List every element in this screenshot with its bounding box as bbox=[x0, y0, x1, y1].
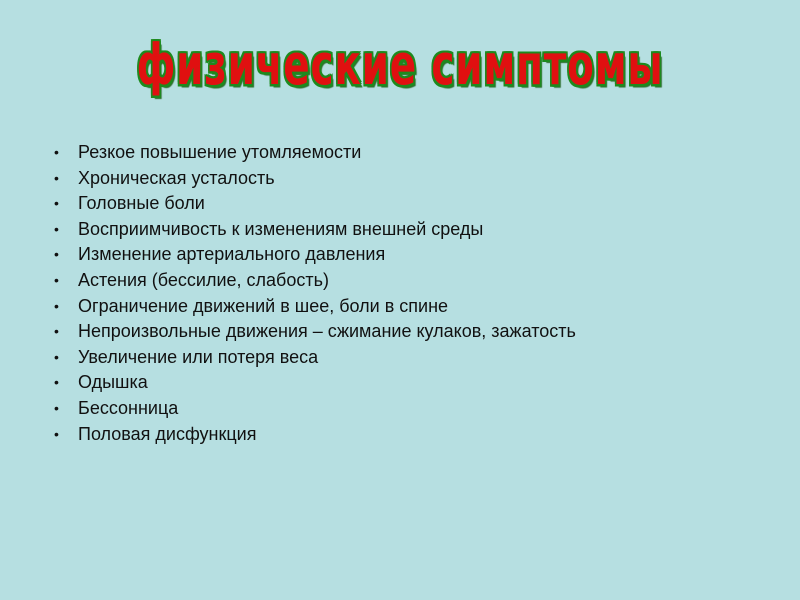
list-item-text: Головные боли bbox=[78, 193, 205, 214]
list-item bbox=[52, 319, 752, 345]
list-item bbox=[52, 396, 752, 422]
list-item-text: Половая дисфункция bbox=[78, 423, 257, 444]
bullet-icon: • bbox=[54, 169, 59, 186]
list-item bbox=[52, 140, 752, 166]
bullet-icon: • bbox=[54, 323, 59, 340]
list-item-text: Астения (бессилие, слабость) bbox=[78, 269, 329, 290]
list-item bbox=[52, 217, 752, 243]
list-item-text: Резкое повышение утомляемости bbox=[78, 142, 362, 162]
bullet-icon: • bbox=[54, 195, 59, 212]
bullet-icon: • bbox=[54, 399, 59, 416]
list-item-text: Ограничение движений в шее, боли в спине bbox=[78, 295, 449, 316]
bullet-icon: • bbox=[54, 297, 59, 314]
list-item bbox=[52, 166, 752, 192]
bullet-icon: • bbox=[54, 348, 59, 365]
bullet-icon: • bbox=[54, 246, 59, 263]
slide-title: физические симптомы bbox=[136, 32, 664, 98]
list-item-text: Одышка bbox=[78, 372, 148, 393]
bullet-icon: • bbox=[54, 144, 59, 160]
list-item-text: Изменение артериального давления bbox=[78, 244, 386, 265]
bullet-icon: • bbox=[54, 220, 59, 237]
list-item bbox=[52, 242, 752, 268]
list-item bbox=[52, 268, 752, 294]
list-item-text: Увеличение или потеря веса bbox=[78, 346, 319, 367]
list-item-text: Непроизвольные движения – сжимание кулаков, зажатость bbox=[78, 321, 576, 342]
symptom-list bbox=[52, 140, 752, 447]
bullet-icon: • bbox=[54, 425, 59, 442]
bullet-icon: • bbox=[54, 271, 59, 288]
list-item bbox=[52, 345, 752, 371]
list-item bbox=[52, 370, 752, 396]
list-item-text: Восприимчивость к изменениям внешней среды bbox=[78, 218, 484, 239]
list-item bbox=[52, 294, 752, 320]
list-item bbox=[52, 191, 752, 217]
bullet-icon: • bbox=[54, 374, 59, 391]
list-item-text: Бессонница bbox=[78, 397, 179, 418]
list-item bbox=[52, 422, 752, 448]
list-item-text: Хроническая усталость bbox=[78, 167, 275, 188]
